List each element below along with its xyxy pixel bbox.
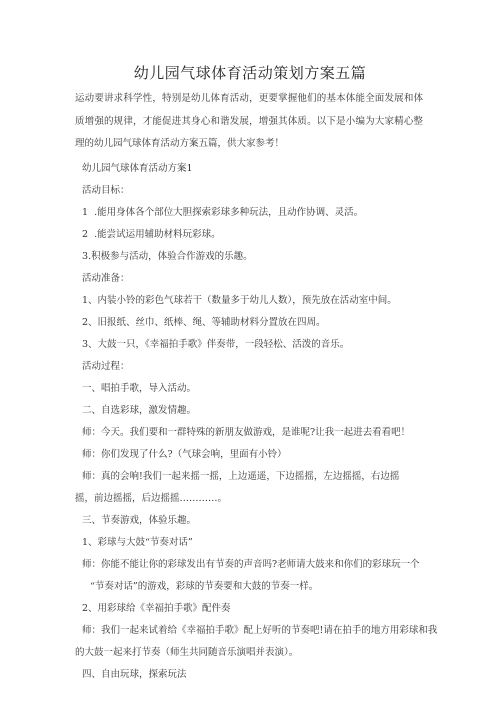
- intro-paragraph: 运动要讲求科学性，特别是幼儿体育活动，更要掌握他们的基本体能全面发展和体质增强的规律，才能促进其身心和谐发展，增强其体质。以下是小编为大家精心整理的幼儿园气球体育活动方案五篇，供大家参考！: [75, 93, 423, 149]
- line-goal-1: 1 .能用身体各个部位大胆探索彩球多种玩法，且动作协调、灵活。: [82, 207, 364, 218]
- line-activity-process: 活动过程：: [82, 361, 130, 372]
- line-teacher-1: 师：今天。我们要和一群特殊的新朋友做游戏，是谁呢?让我一起进去看看吧！: [82, 427, 411, 438]
- line-teacher-3: 师：真的会响!我们一起来摇一摇，上边遥遥，下边摇摇，左边摇摇，右边摇: [82, 471, 400, 482]
- line-step-3: 三、节奏游戏，体验乐趣。: [82, 515, 197, 526]
- section-1-title: 幼儿园气球体育活动方案1: [82, 163, 193, 174]
- line-step-4: 四、自由玩球，探索玩法: [82, 669, 187, 680]
- line-prep-3: 3、大鼓一只，《幸福拍手歌》伴奏带，一段轻松、活泼的音乐。: [82, 339, 350, 350]
- line-teacher-4: 师：你能不能让你的彩球发出有节奏的声音吗?老师请大鼓来和你们的彩球玩一个: [82, 559, 420, 570]
- document-title: 幼儿园气球体育活动策划方案五篇: [133, 64, 367, 82]
- line-activity-goals: 活动目标：: [82, 185, 130, 196]
- line-prep-1: 1、内装小铃的彩色气球若干（数量多于幼儿人数），预先放在活动室中间。: [82, 295, 397, 306]
- line-goal-2: 2 .能尝试运用辅助材料玩彩球。: [82, 229, 221, 240]
- line-sub-2: 2、用彩球给《幸福拍手歌》配件奏: [82, 603, 231, 614]
- line-step-1: 一、唱拍手歌，导入活动。: [82, 383, 197, 394]
- line-teacher-2: 师：你们发现了什么?（气球会响，里面有小铃）: [82, 449, 287, 460]
- line-teacher-5: 师：我们一起来试着给《幸福拍手歌》配上好听的节奏吧!请在拍手的地方用彩球和我: [82, 625, 438, 636]
- line-teacher-3-cont: 摇，前边摇摇，后边摇摇…………。: [75, 493, 228, 504]
- line-teacher-4-cont: “节奏对话”的游戏，彩球的节奏要和大鼓的节奏一样。: [90, 581, 319, 592]
- line-sub-1: 1、彩球与大鼓“节奏对话”: [82, 537, 193, 548]
- line-teacher-5-cont: 的大鼓一起来打节奏（师生共同随音乐演唱并表演）。: [75, 647, 299, 658]
- line-goal-3: 3.积极参与活动，体验合作游戏的乐趣。: [82, 251, 253, 262]
- line-activity-prep: 活动准备：: [82, 273, 130, 284]
- line-prep-2: 2、旧报纸、丝巾、纸棒、绳、等辅助材料分置放在四周。: [82, 317, 326, 328]
- line-step-2: 二、自选彩球，激发情趣。: [82, 405, 197, 416]
